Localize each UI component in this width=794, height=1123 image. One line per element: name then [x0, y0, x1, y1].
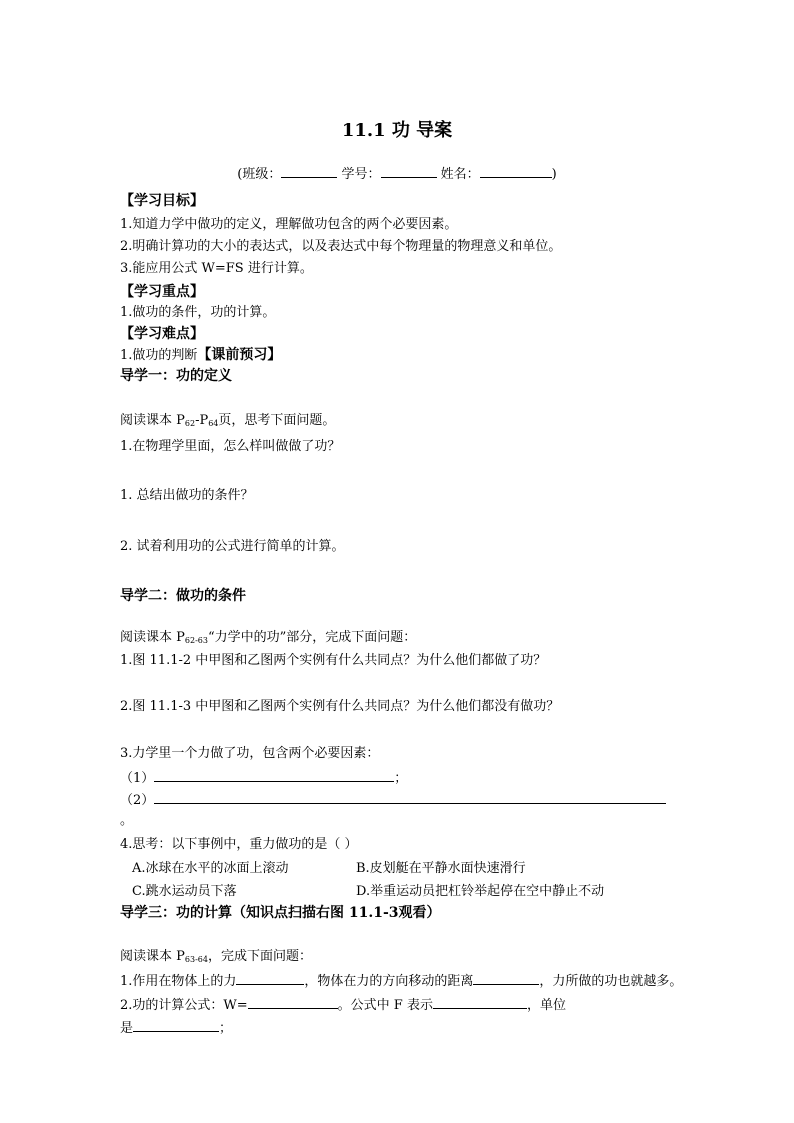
guide3-heading: 导学三：功的计算（知识点扫描右图 11.1-3观看） — [120, 905, 441, 921]
unit-blank[interactable] — [133, 1019, 219, 1032]
preview-heading: 【课前预习】 — [197, 347, 282, 363]
option-d[interactable]: D.举重运动员把杠铃举起停在空中静止不动 — [356, 884, 605, 899]
guide1-question-3: 2. 试着利用功的公式进行简单的计算。 — [120, 539, 345, 554]
option-b[interactable]: B.皮划艇在平静水面快速滑行 — [356, 861, 526, 876]
guide1-heading: 导学一：功的定义 — [120, 368, 232, 384]
q2-part-b: 。公式中 F 表示 — [337, 998, 433, 1013]
guide1-read-sub2: 64 — [208, 419, 219, 428]
keypoints-heading: 【学习重点】 — [120, 284, 204, 300]
guide3-question-1 — [120, 972, 682, 990]
difficulty-line — [120, 347, 281, 364]
difficulty-item-1: 1.做功的判断 — [120, 348, 198, 363]
guide3-question-2-cont — [120, 1019, 232, 1037]
guide2-read-sub: 62-63 — [184, 636, 208, 645]
guide1-read-suffix: 页，思考下面问题。 — [218, 413, 336, 428]
option-a[interactable]: A.冰球在水平的冰面上滚动 — [132, 861, 289, 876]
guide1-read-prefix: 阅读课本 P — [120, 413, 185, 428]
guide2-reading — [120, 630, 416, 649]
q2-part-e: ； — [219, 1021, 233, 1036]
guide1-question-1: 1.在物理学里面，怎么样叫做做了功？ — [120, 439, 341, 454]
objective-item-3: 3.能应用公式 W=FS 进行计算。 — [120, 261, 313, 276]
q1-part-a: 1.作用在物体上的力 — [120, 974, 237, 989]
info-open-paren: ( — [237, 167, 243, 182]
guide2-read-prefix: 阅读课本 P — [120, 630, 185, 645]
page-title: 11.1 功 导案 — [341, 120, 453, 141]
factor-1-label: （1） — [120, 771, 155, 786]
guide2-question-3: 3.力学里一个力做了功，包含两个必要因素： — [120, 746, 380, 761]
q1-part-b: ，物体在力的方向移动的距离 — [304, 974, 474, 989]
objective-item-1: 1.知道力学中做功的定义，理解做功包含的两个必要因素。 — [120, 217, 458, 232]
factor-1-blank[interactable] — [154, 769, 394, 782]
option-c[interactable]: C.跳水运动员下落 — [132, 884, 237, 899]
guide3-read-suffix: ，完成下面问题： — [207, 949, 312, 964]
guide3-reading — [120, 949, 312, 968]
class-blank[interactable] — [281, 165, 337, 178]
class-label: 班级： — [242, 167, 282, 182]
q2-part-a: 2.功的计算公式：W= — [120, 998, 248, 1013]
q2-part-d: 是 — [120, 1021, 134, 1036]
factor-1-line — [120, 769, 407, 787]
distance-blank[interactable] — [473, 972, 539, 985]
objective-item-2: 2.明确计算功的大小的表达式，以及表达式中每个物理量的物理意义和单位。 — [120, 239, 562, 254]
f-meaning-blank[interactable] — [433, 996, 527, 1009]
guide1-reading — [120, 413, 335, 432]
info-close-paren: ) — [551, 167, 557, 182]
difficulty-heading: 【学习难点】 — [120, 326, 204, 342]
student-id-blank[interactable] — [381, 165, 437, 178]
objectives-heading: 【学习目标】 — [120, 193, 204, 209]
q1-part-c: ，力所做的功也就越多。 — [539, 974, 683, 989]
q2-part-c: ，单位 — [526, 998, 566, 1013]
factor-2-blank[interactable] — [154, 791, 666, 804]
factor-1-end: ； — [394, 771, 408, 786]
guide1-read-sub1: 62 — [184, 419, 196, 428]
name-label: 姓名： — [440, 167, 480, 182]
guide2-heading: 导学二：做功的条件 — [120, 588, 246, 604]
guide3-question-2 — [120, 996, 566, 1014]
factor-2-end: 。 — [120, 813, 134, 828]
guide1-read-mid: -P — [195, 413, 209, 428]
student-id-label: 学号： — [341, 167, 381, 182]
name-blank[interactable] — [480, 165, 552, 178]
factor-2-line — [120, 791, 666, 809]
guide2-question-4: 4.思考：以下事例中，重力做功的是（ ） — [120, 837, 358, 852]
guide1-question-2: 1. 总结出做功的条件？ — [120, 488, 254, 503]
force-blank[interactable] — [236, 972, 304, 985]
formula-blank[interactable] — [248, 996, 338, 1009]
guide3-read-prefix: 阅读课本 P — [120, 949, 185, 964]
guide3-read-sub: 63-64 — [184, 955, 208, 964]
guide2-question-1: 1.图 11.1-2 中甲图和乙图两个实例有什么共同点？为什么他们都做了功？ — [120, 653, 547, 668]
guide2-question-2: 2.图 11.1-3 中甲图和乙图两个实例有什么共同点？为什么他们都没有做功？ — [120, 699, 560, 714]
guide2-read-suffix: “力学中的功”部分，完成下面问题： — [207, 630, 417, 645]
keypoint-item-1: 1.做功的条件，功的计算。 — [120, 305, 276, 320]
student-info-line — [0, 163, 794, 182]
factor-2-label: （2） — [120, 793, 155, 808]
